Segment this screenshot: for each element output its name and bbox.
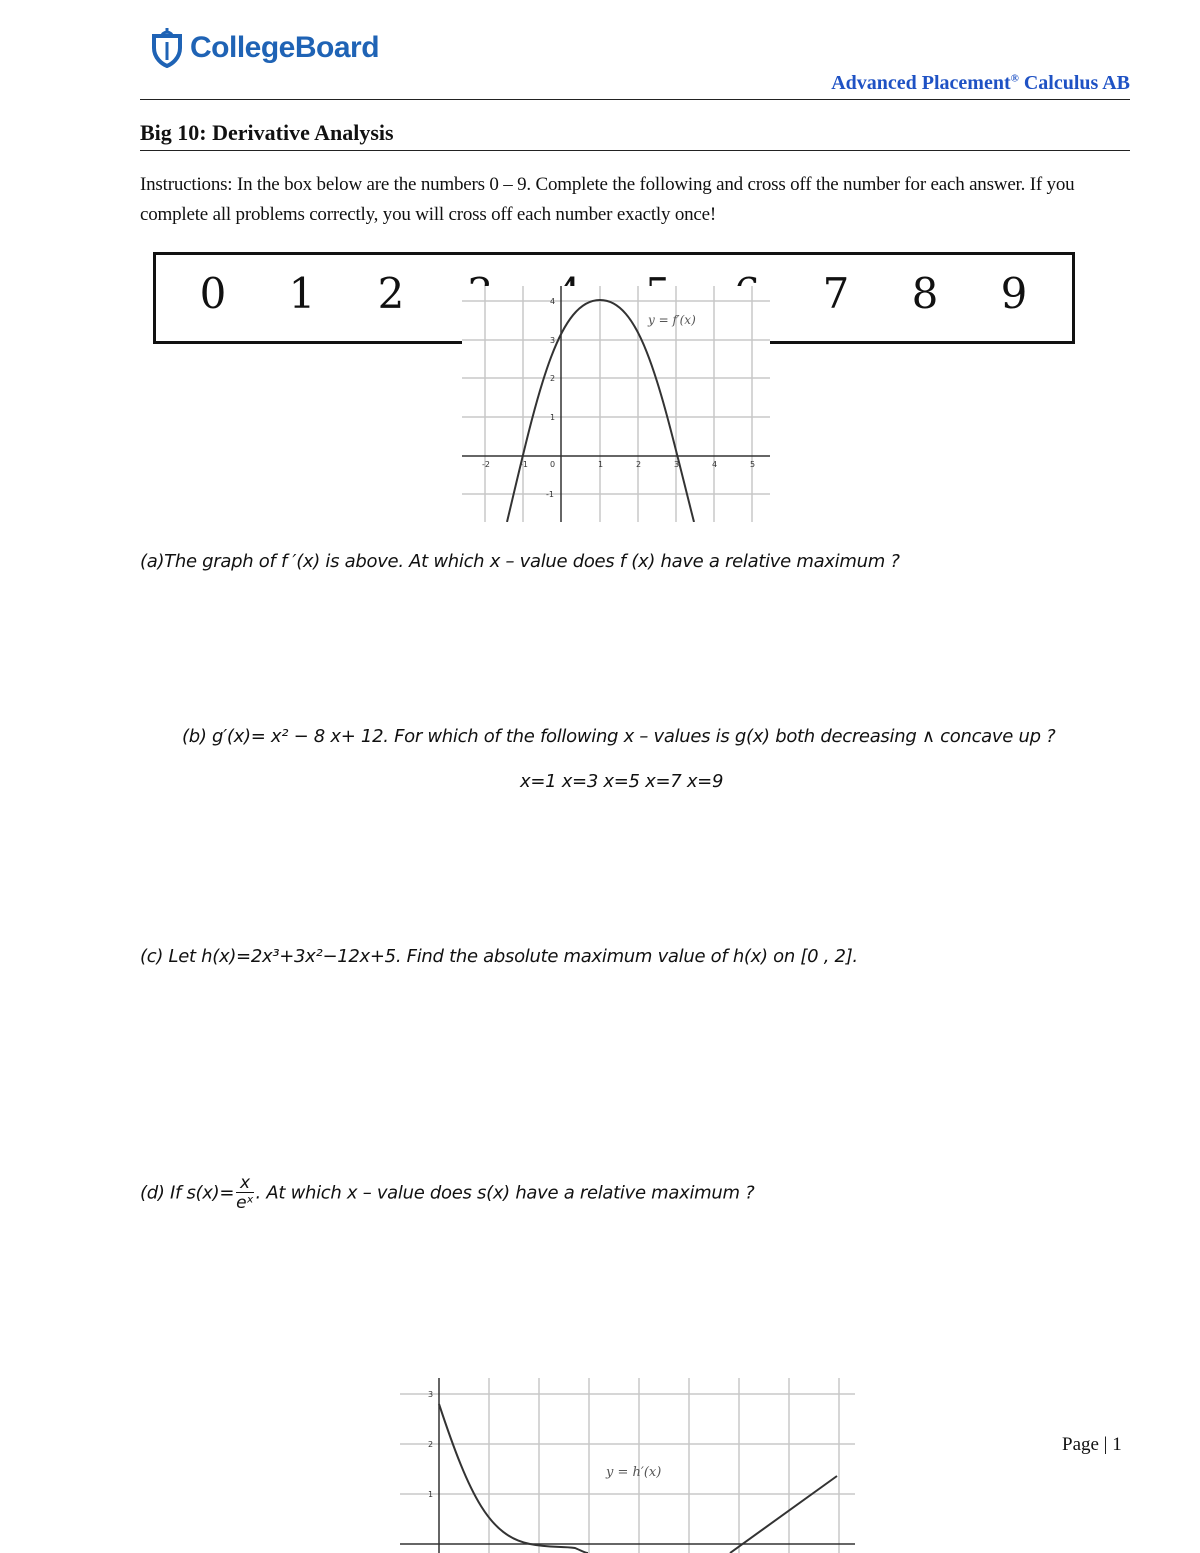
number-3: 3 [466, 269, 494, 318]
g1-ytick-3: 3 [550, 336, 556, 345]
h-prime-curve-left [439, 1404, 588, 1553]
acorn-shield-icon [150, 28, 184, 68]
course-suffix: Calculus AB [1018, 72, 1130, 94]
header-rule [140, 99, 1130, 100]
g1-ytick-1: 1 [550, 413, 556, 422]
g1-xtick-neg1: -1 [520, 460, 528, 469]
g1-xtick-2: 2 [636, 460, 642, 469]
g1-xtick-4: 4 [712, 460, 718, 469]
g1-xtick-0: 0 [550, 460, 556, 469]
page-title: Big 10: Derivative Analysis [140, 120, 394, 145]
college-board-logo [150, 28, 379, 68]
registered-mark: ® [1010, 72, 1019, 85]
g1-ytick-neg1: -1 [546, 490, 554, 499]
g2-ytick-3: 3 [428, 1390, 434, 1399]
page-number: Page | 1 [1062, 1434, 1122, 1455]
question-d-fraction [236, 1174, 253, 1213]
number-5: 5 [644, 269, 672, 318]
g1-xtick-neg2: -2 [482, 460, 490, 469]
number-4: 4 [555, 269, 583, 318]
question-d-suffix: . At which x – value does s(x) have a relative maximum ? [255, 1182, 755, 1204]
question-b: (b) g′(x)= x² − 8 x+ 12. For which of the following x – values is g(x) both decreasing ∧ concave up ? [182, 726, 1056, 747]
g1-ytick-4: 4 [550, 297, 556, 306]
instructions: Instructions: In the box below are the numbers 0 – 9. Complete the following and cross off the number for each answer. If you complete all problems correctly, you will cross off each number exactly once! [140, 174, 1075, 225]
graph2-label: y = h′(x) [606, 1465, 662, 1480]
derivative-graph-h [400, 1378, 860, 1553]
question-c: (c) Let h(x)=2x³+3x²−12x+5. Find the absolute maximum value of h(x) on [0 , 2]. [140, 946, 858, 967]
title-rule [140, 150, 1130, 151]
g2-ytick-1: 1 [428, 1490, 434, 1499]
course-title [831, 72, 1130, 95]
question-d-prefix: (d) If s(x)= [140, 1182, 235, 1204]
number-2: 2 [377, 269, 405, 318]
g1-ytick-2: 2 [550, 374, 556, 383]
number-1: 1 [288, 269, 316, 318]
g2-ytick-2: 2 [428, 1440, 434, 1449]
number-6: 6 [733, 269, 761, 318]
number-0: 0 [199, 269, 227, 318]
fraction-numerator: x [236, 1174, 253, 1193]
g1-xtick-5: 5 [750, 460, 756, 469]
number-8: 8 [911, 269, 939, 318]
g1-xtick-1: 1 [598, 460, 604, 469]
fraction-denominator: eˣ [236, 1193, 254, 1213]
number-7: 7 [822, 269, 850, 318]
graph1-label: y = f′(x) [648, 313, 696, 327]
number-9: 9 [1000, 269, 1028, 318]
course-prefix: Advanced Placement [831, 72, 1011, 94]
g1-xtick-3: 3 [674, 460, 680, 469]
logo-text: CollegeBoard [190, 31, 380, 64]
question-b-options: x=1 x=3 x=5 x=7 x=9 [520, 771, 724, 792]
graph1-grid [462, 286, 770, 522]
question-d [140, 1174, 754, 1213]
derivative-graph-f [462, 286, 770, 522]
h-prime-curve-right [730, 1476, 837, 1553]
question-a: (a)The graph of f ′(x) is above. At which x – value does f (x) have a relative maximum ? [140, 551, 900, 572]
